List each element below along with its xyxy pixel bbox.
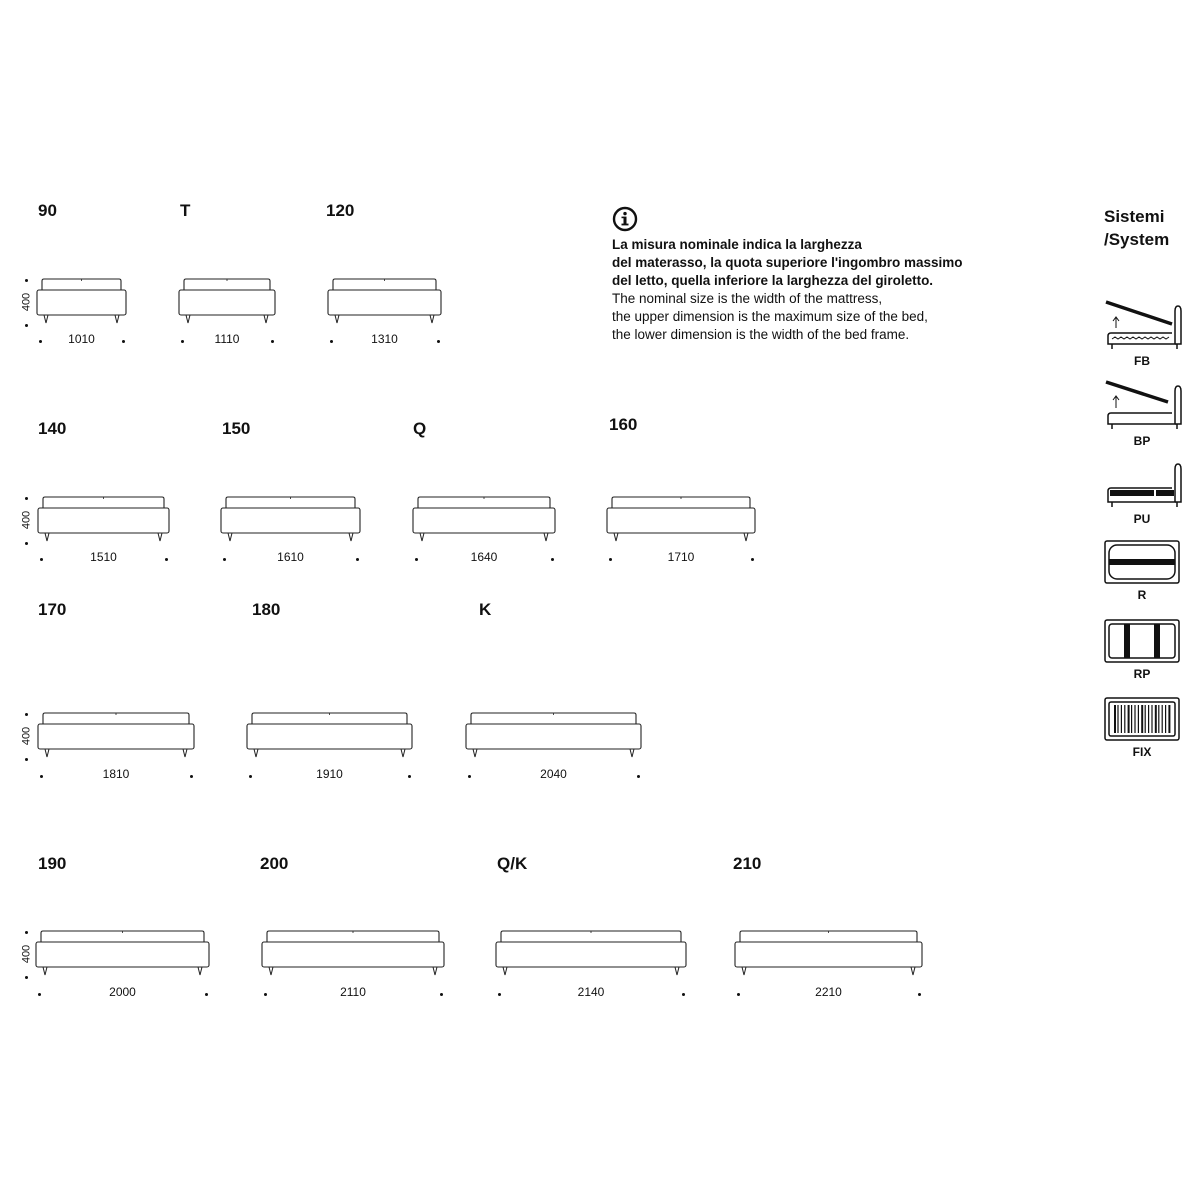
system-label: FB xyxy=(1134,354,1150,368)
system-bp xyxy=(1104,380,1182,448)
bed-size-label: Q/K xyxy=(497,854,528,873)
bed-leg xyxy=(473,749,477,757)
bed-width-label: 1710 xyxy=(667,550,695,564)
bed-size-label: 190 xyxy=(38,854,67,873)
slat xyxy=(1151,705,1152,733)
bed-leg xyxy=(269,967,273,975)
dimension-dot xyxy=(249,775,252,778)
bed-size-label: 180 xyxy=(252,600,281,619)
dimension-dot xyxy=(609,558,612,561)
bed-width-label: 1510 xyxy=(90,550,117,564)
bed-leg xyxy=(158,533,162,541)
bed-leg xyxy=(675,967,679,975)
dimension-dot xyxy=(408,775,411,778)
system-label: FIX xyxy=(1132,745,1152,759)
slat xyxy=(1162,705,1163,733)
bed-leg xyxy=(43,967,47,975)
dimension-dot xyxy=(40,558,43,561)
bed-height-label: 400 xyxy=(20,726,33,746)
dimension-dot xyxy=(25,279,28,282)
dimension-dot xyxy=(165,558,168,561)
dimension-dot xyxy=(38,993,41,996)
bed-slats-icon xyxy=(1104,458,1182,510)
bed-leg xyxy=(254,749,258,757)
info-text-en-2: the upper dimension is the maximum size of the bed, xyxy=(612,309,928,324)
bed-width-label: 2040 xyxy=(540,767,567,781)
bed-frame xyxy=(466,724,641,749)
bed-frame xyxy=(496,942,686,967)
bed-frame xyxy=(38,508,169,533)
bed-leg xyxy=(503,967,507,975)
dimension-dot xyxy=(122,340,125,343)
dimension-dot xyxy=(181,340,184,343)
bed-leg xyxy=(228,533,232,541)
info-icon xyxy=(612,206,638,232)
bed-lift-platform-icon xyxy=(1104,380,1182,432)
systems-title-line2: /System xyxy=(1104,230,1170,249)
dimension-dot xyxy=(918,993,921,996)
bed-size-label: 200 xyxy=(260,854,289,873)
dimension-dot xyxy=(415,558,418,561)
dimension-dot xyxy=(682,993,685,996)
slat xyxy=(1168,705,1170,733)
system-fb xyxy=(1104,300,1182,368)
dimension-dot xyxy=(190,775,193,778)
dimension-dot xyxy=(25,542,28,545)
system-label: PU xyxy=(1133,512,1151,526)
bed-leg xyxy=(45,533,49,541)
bed-frame xyxy=(735,942,922,967)
bed-size-label: T xyxy=(180,201,191,220)
slat xyxy=(1117,705,1118,733)
frame-double-bar-icon xyxy=(1104,619,1182,665)
slat xyxy=(1128,705,1130,733)
bed-leg xyxy=(911,967,915,975)
dimension-dot xyxy=(356,558,359,561)
bed-size-label: 140 xyxy=(38,419,67,438)
bed-size-label: K xyxy=(479,600,492,619)
dimension-dot xyxy=(437,340,440,343)
bed-width-label: 2110 xyxy=(340,985,366,999)
dimension-dot xyxy=(40,775,43,778)
bed-width-label: 1310 xyxy=(371,332,398,346)
bed-frame xyxy=(328,290,441,315)
bed-height-label: 400 xyxy=(20,510,33,530)
dimension-dot xyxy=(25,976,28,979)
dimension-dot xyxy=(468,775,471,778)
bed-width-label: 1610 xyxy=(277,550,304,564)
bed-width-label: 2140 xyxy=(577,985,605,999)
bed-width-label: 2000 xyxy=(109,985,136,999)
bed-leg xyxy=(401,749,405,757)
dimension-dot xyxy=(223,558,226,561)
bed-frame xyxy=(37,290,126,315)
bed-width-label: 1910 xyxy=(316,767,343,781)
dimension-dot xyxy=(737,993,740,996)
bed-height-label: 400 xyxy=(20,292,33,312)
info-text-it-3: del letto, quella inferiore la larghezza del giroletto. xyxy=(612,273,934,288)
bed-frame xyxy=(607,508,755,533)
bed-size-label: 160 xyxy=(609,415,638,434)
bed-leg xyxy=(630,749,634,757)
bed-size-label: 120 xyxy=(326,201,355,220)
bed-size-label: 90 xyxy=(38,201,57,220)
bed-size-label: 210 xyxy=(733,854,762,873)
bed-leg xyxy=(186,315,190,323)
bed-width-label: 1640 xyxy=(470,550,498,564)
frame-fixed-slats-icon xyxy=(1104,697,1182,743)
system-r xyxy=(1104,540,1182,602)
bed-leg xyxy=(349,533,353,541)
slat xyxy=(1165,705,1166,733)
system-fix xyxy=(1104,697,1182,759)
bed-size-label: Q xyxy=(413,419,427,438)
system-label: BP xyxy=(1133,434,1151,448)
dimension-dot xyxy=(751,558,754,561)
slat xyxy=(1114,705,1116,733)
bed-leg xyxy=(198,967,202,975)
bed-size-label: 170 xyxy=(38,600,67,619)
slat xyxy=(1141,705,1143,733)
info-text-it-1: La misura nominale indica la larghezza xyxy=(612,237,862,252)
info-text-en-3: the lower dimension is the width of the bed frame. xyxy=(612,327,910,342)
bed-leg xyxy=(335,315,339,323)
bed-leg xyxy=(614,533,618,541)
bed-width-label: 1810 xyxy=(102,767,130,781)
dimension-dot xyxy=(25,497,28,500)
slat xyxy=(1138,705,1139,733)
bed-lift-storage-icon xyxy=(1104,300,1182,352)
dimension-dot xyxy=(39,340,42,343)
bed-frame xyxy=(221,508,360,533)
bed-leg xyxy=(544,533,548,541)
bed-leg xyxy=(45,749,49,757)
bed-frame xyxy=(36,942,209,967)
dimension-dot xyxy=(498,993,501,996)
slat xyxy=(1131,705,1132,733)
dimension-dot xyxy=(25,713,28,716)
slat xyxy=(1148,705,1149,733)
slat xyxy=(1124,705,1125,733)
slat xyxy=(1145,705,1146,733)
slat xyxy=(1158,705,1159,733)
info-text-en-1: The nominal size is the width of the mattress, xyxy=(612,291,883,306)
dimension-dot xyxy=(440,993,443,996)
bed-frame xyxy=(38,724,194,749)
slat xyxy=(1121,705,1122,733)
bed-leg xyxy=(430,315,434,323)
dimension-dot xyxy=(330,340,333,343)
dimension-dot xyxy=(551,558,554,561)
system-label: RP xyxy=(1133,667,1151,681)
dimension-dot xyxy=(25,931,28,934)
systems-title xyxy=(1104,205,1169,251)
dimension-dot xyxy=(637,775,640,778)
bed-leg xyxy=(742,967,746,975)
bed-frame xyxy=(262,942,444,967)
bed-frame xyxy=(247,724,412,749)
system-rp xyxy=(1104,619,1182,681)
bed-size-label: 150 xyxy=(222,419,251,438)
bed-width-label: 2210 xyxy=(815,985,842,999)
system-pu xyxy=(1104,458,1182,526)
slat xyxy=(1155,705,1157,733)
bed-width-label: 1110 xyxy=(214,332,240,346)
bed-frame xyxy=(413,508,555,533)
bed-leg xyxy=(183,749,187,757)
bed-frame xyxy=(179,290,275,315)
system-label: R xyxy=(1137,588,1147,602)
bed-leg xyxy=(115,315,119,323)
dimension-dot xyxy=(205,993,208,996)
bed-leg xyxy=(433,967,437,975)
bed-leg xyxy=(744,533,748,541)
frame-single-bar-icon xyxy=(1104,540,1182,586)
dimension-dot xyxy=(25,324,28,327)
dimension-dot xyxy=(25,758,28,761)
info-text-it-2: del materasso, la quota superiore l'ingombro massimo xyxy=(612,255,963,270)
slat xyxy=(1134,705,1135,733)
dimension-dot xyxy=(271,340,274,343)
bed-width-label: 1010 xyxy=(68,332,95,346)
info-note xyxy=(612,206,1012,344)
dimension-dot xyxy=(264,993,267,996)
bed-leg xyxy=(420,533,424,541)
bed-leg xyxy=(44,315,48,323)
systems-title-line1: Sistemi xyxy=(1104,207,1165,226)
bed-leg xyxy=(264,315,268,323)
bed-height-label: 400 xyxy=(20,944,33,964)
